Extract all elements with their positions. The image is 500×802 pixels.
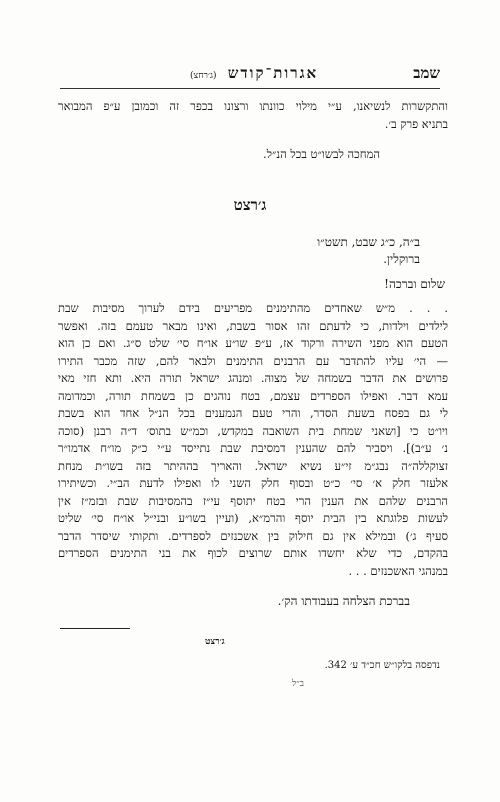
body-line: עמא דבר. ואפילו הספרדים עצמם, בטח נוהגים כן בשמחת תורה, וכמדומה	[58, 388, 448, 403]
letter-date: ב״ה, כ״ג שבט, תשט״ו	[317, 235, 420, 249]
letter-number-heading: ג׳רצט	[233, 196, 267, 214]
body-line: זצוקללה״ה נבג״מ זי״ע נשיא ישראל. והאריך בההיתר בזה בשו״ת מנחת	[58, 458, 448, 473]
body-line: סעיף ג׳) ובמילא אין גם חילוק בין אשכנזים לספרדים. ותקותי שיסדר הדבר	[58, 528, 448, 543]
body-line: נ׳ ע״ב)]. ויסביר להם שהענין דמסיבת שבת נתייסד ע״י כ״ק מו״ח אדמו״ר	[58, 441, 448, 455]
page-header	[60, 64, 440, 84]
body-line: פרושים את הדבר בשמחה של מצוה. ומנהג ישראל תורה היא. ותא חזי מאי	[58, 371, 448, 385]
letter-greeting: שלום וברכה!	[384, 277, 445, 291]
body-line: אלעזר חלק א׳ סי׳ כ״ט ובסוף חלק השני לו ואפילו לדעת הב״י. וכשיתירו	[58, 476, 448, 490]
running-title-note: (ג׳רחצ)	[190, 71, 217, 81]
body-line: בהקדם, כדי שלא יחשדו אותם שרוצים לכוף את בני התימנים הספרדים	[58, 546, 448, 560]
continuation-line: והתקשרות לנשיאנו, ע״י מילוי כוונתו ורצונו בכפר זה וכמובן ע״פ המבואר	[58, 99, 448, 113]
body-line: — הי׳ עליו להתדבר עם הרבנים התימנים ולבאר להם, שזה מכבר התירו	[58, 353, 448, 368]
signature-code: ג׳רצט	[205, 637, 225, 647]
continuation-paragraph	[58, 98, 448, 133]
continuation-line: בתניא פרק ב׳.	[384, 116, 448, 131]
body-line: הטעם הוא מפני השירה ורקוד אז, ע״פ שו״ע או״ח סי׳ שלט ס״ג. ואם כן הוא	[58, 336, 448, 350]
previous-letter-closing: המחכה לבשו״ט בכל הנ״ל.	[262, 147, 380, 161]
body-line: לי גם בפסח בשעת הסדר, והרי טעם הנמענים בכל הנ״ל אחד הוא בשבת	[58, 406, 448, 420]
body-line: הרבנים שלהם את הענין הרי בטח יתוסף עי״ז בהמסיבות שבת ובזמ״ז אין	[58, 493, 448, 508]
letter-place: ברוקלין.	[383, 252, 420, 266]
body-line: . . . מ״ש שאחדים מהתימנים מפריעים בידם לערוך מסיבות שבת	[58, 301, 448, 315]
body-line: לעשות פלוגתא בין הבית יוסף והרמ״א, (ועיין בשו״ע ובני״ל או״ח סי׳ שליט	[58, 511, 448, 525]
body-line: לילדים וילדות, כי לדעתם זהו אסור בשבת, ואינו מבאר טעמם בזה. ואפשר	[58, 318, 448, 333]
footnote: נדפסה בלקו״ש חכ״ד ע׳ 342.	[324, 660, 440, 671]
running-title-text: אגרות־קודש	[227, 64, 319, 82]
letter-closing: בברכת הצלחה בעבודתו הק׳.	[277, 594, 410, 608]
running-title	[190, 64, 318, 83]
letter-body	[58, 300, 448, 580]
body-line: במנהגי האשכנזים . . .	[348, 563, 448, 578]
header-rule	[60, 88, 440, 89]
body-line: ויו״ט כי [ושאני שמחת בית השואבה במקדש, וכמ״ש בתוס׳ ד״ה רבנן (סוכה	[58, 423, 448, 438]
footnote-separator	[60, 628, 130, 629]
corner-mark: ב״ל	[292, 679, 304, 689]
page-number: שמב	[413, 64, 440, 82]
